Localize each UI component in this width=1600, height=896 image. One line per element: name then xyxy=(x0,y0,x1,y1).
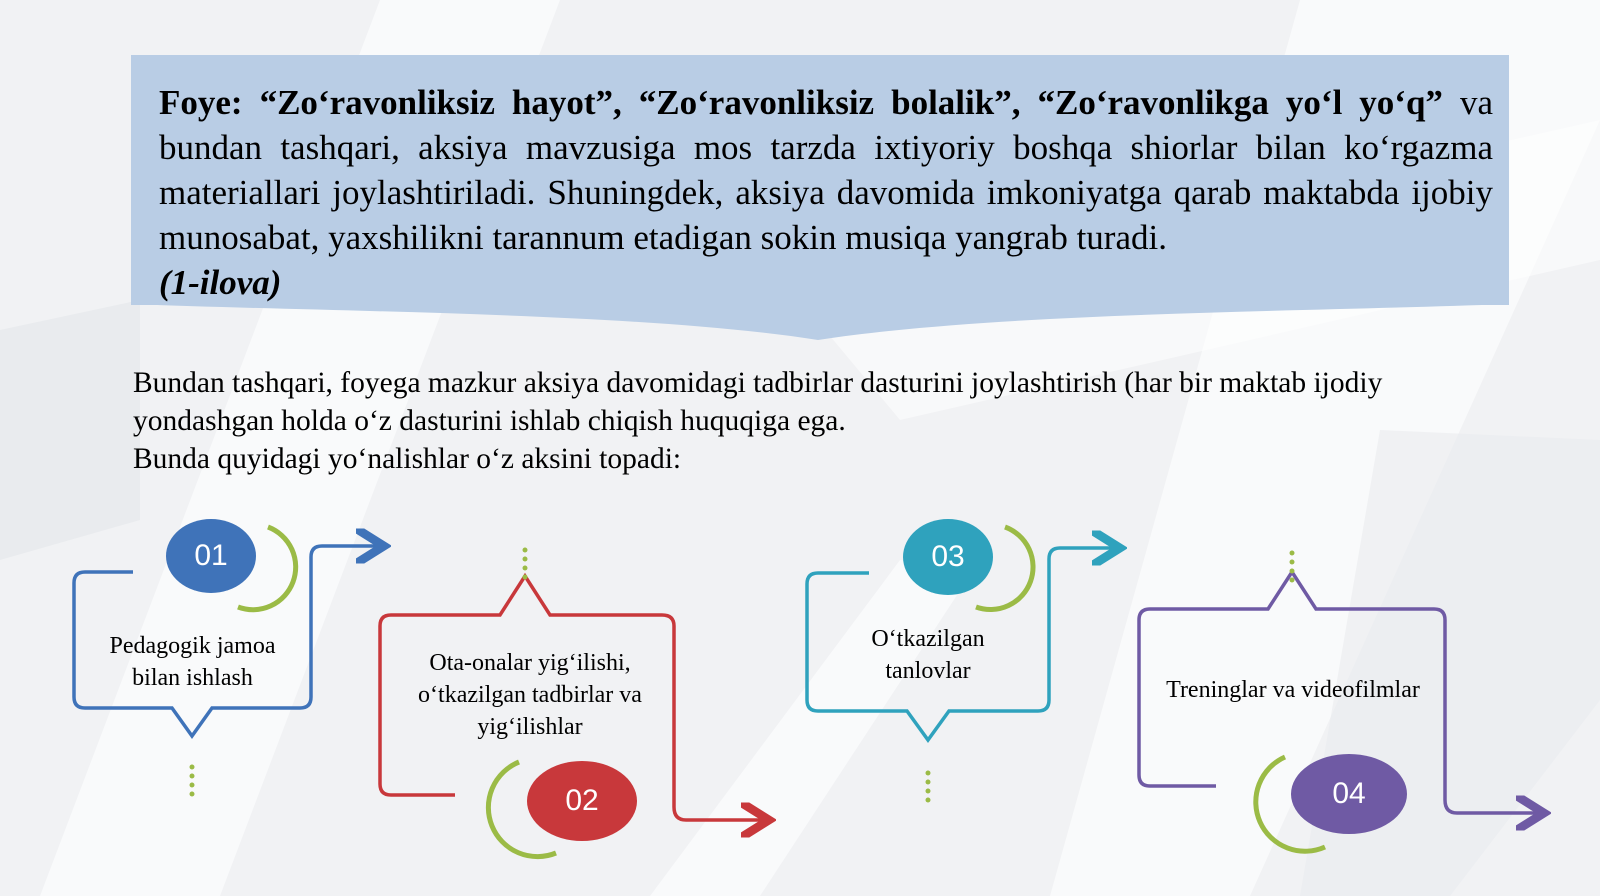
step-2-number: 02 xyxy=(565,784,599,817)
step-2-label: Ota-onalar yig‘ilishi, o‘tkazilgan tadbirlar va yig‘ilishlar xyxy=(418,650,642,740)
step-2-dotted-connector-icon xyxy=(523,548,528,580)
banner-body: va bundan tashqari, aksiya mavzusiga mos tarzda ixtiyoriy boshqa shiorlar bilan ko‘rgazma materiallari joylashtiriladi. Shuningdek, aksiya davomida imkoniyatga qarab maktabda ijobiy munosabat, yaxshilikni tarannum etadigan sokin musiqa yangrab turadi. xyxy=(159,83,1494,257)
step-3-number: 03 xyxy=(931,540,965,573)
step-3-badge xyxy=(903,519,993,595)
intro-line-2: Bunda quyidagi yo‘nalishlar o‘z aksini topadi: xyxy=(133,443,682,475)
step-4-label: Treninglar va videofilmlar xyxy=(1166,677,1420,703)
step-3-label: O‘tkazilgan tanlovlar xyxy=(871,626,985,684)
intro-line-1: Bundan tashqari, foyegа mazkur aksiya davomidagi tadbirlar dasturini joylashtirish (har bir maktab ijodiy yondashgan holda o‘z dasturini ishlab chiqish huquqiga ega. xyxy=(133,367,1383,437)
step-3-dotted-connector-icon xyxy=(926,771,931,803)
step-1-label: Pedagogik jamoa bilan ishlash xyxy=(109,633,276,691)
step-1-number: 01 xyxy=(194,539,228,572)
step-4-badge xyxy=(1291,754,1407,834)
banner-bold-title: Foye: “Zo‘ravonliksiz hayot”, “Zo‘ravonliksiz bolalik”, “Zo‘ravonlikga yo‘l yo‘q” xyxy=(159,83,1443,122)
step-1-dotted-connector-icon xyxy=(190,765,195,797)
step-4-number: 04 xyxy=(1332,777,1366,810)
step-2-badge xyxy=(527,761,637,841)
step-1-badge xyxy=(166,519,256,593)
banner-reference: (1-ilova) xyxy=(159,263,282,302)
